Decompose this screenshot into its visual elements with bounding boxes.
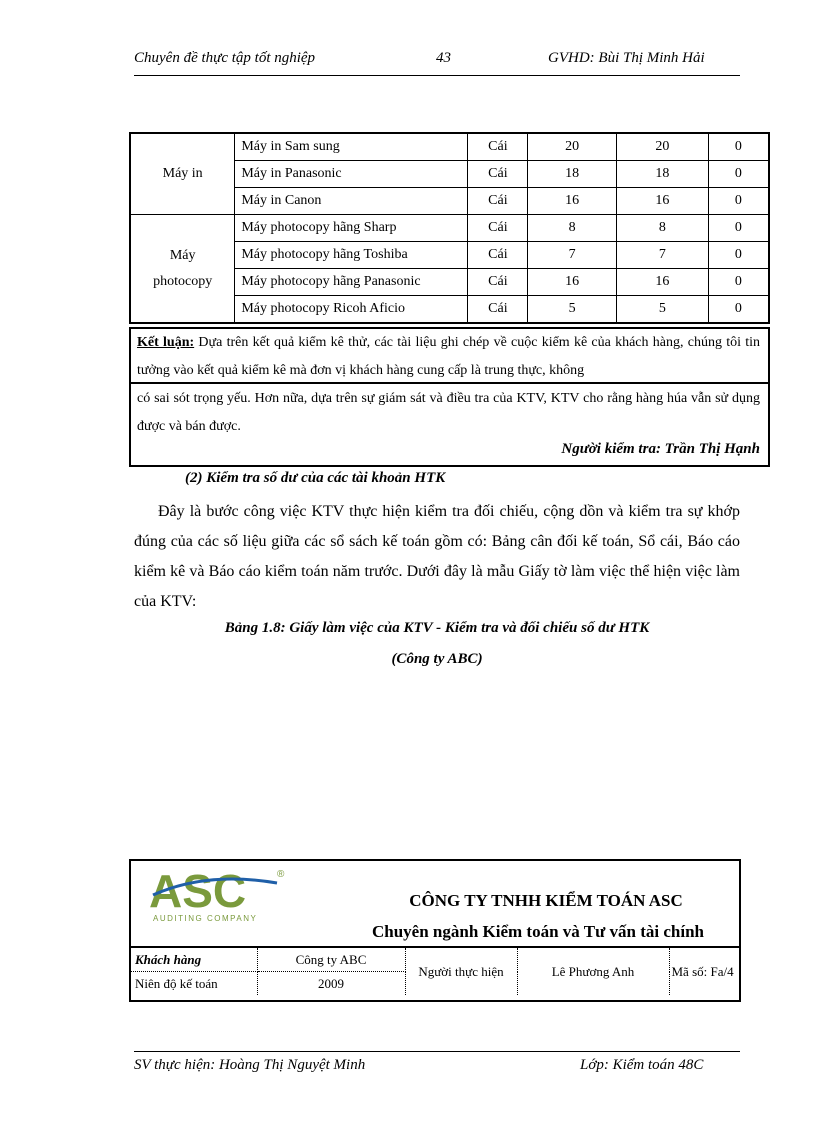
header-rule — [134, 75, 740, 76]
table-row — [130, 133, 769, 161]
difference: 0 — [708, 296, 769, 324]
unit: Cái — [468, 269, 528, 296]
company-name: CÔNG TY TNHH KIỂM TOÁN ASC — [409, 891, 683, 910]
period-label: Niên độ kế toán — [131, 972, 257, 996]
item-name: Máy photocopy hãng Panasonic — [235, 269, 468, 296]
group-cell-printer: Máy in — [130, 133, 235, 215]
book-qty: 5 — [528, 296, 617, 324]
group-cell-photocopy — [130, 215, 235, 324]
footer-student: SV thực hiện: Hoàng Thị Nguyệt Minh — [134, 1057, 366, 1073]
book-qty: 7 — [528, 242, 617, 269]
asc-logo — [147, 865, 297, 929]
section-paragraph: Đây là bước công việc KTV thực hiện kiểm tra đối chiếu, cộng dồn và kiểm tra sự khớp đúng của các số liệu giữa các sổ sách kế toán gồm có: Bảng cân đối kế toán, Sổ cái, Báo cáo kiểm kê và Báo cáo kiểm toán năm trước. Dưới đây là mẫu Giấy tờ làm việc thể hiện việc làm của KTV: — [134, 503, 740, 610]
period-value: 2009 — [257, 972, 405, 996]
count-qty: 18 — [617, 161, 709, 188]
logo-subtitle: AUDITING COMPANY — [153, 914, 258, 923]
table-row — [130, 215, 769, 242]
difference: 0 — [708, 215, 769, 242]
table-caption: Bảng 1.8: Giấy làm việc của KTV - Kiểm tra và đối chiếu số dư HTK — [224, 620, 650, 636]
book-qty: 16 — [528, 269, 617, 296]
header-advisor: GVHD: Bùi Thị Minh Hải — [548, 50, 705, 66]
footer-rule — [134, 1051, 740, 1052]
working-paper-info — [131, 948, 739, 995]
item-name: Máy photocopy hãng Toshiba — [235, 242, 468, 269]
section-title: (2) Kiểm tra số dư của các tài khoản HTK — [185, 470, 446, 486]
count-qty: 20 — [617, 133, 709, 161]
table-caption-company: (Công ty ABC) — [391, 651, 483, 667]
signer: Người kiểm tra: Trần Thị Hạnh — [561, 441, 760, 457]
item-name: Máy photocopy hãng Sharp — [235, 215, 468, 242]
page-header — [134, 50, 740, 70]
company-specialty: Chuyên ngành Kiểm toán và Tư vấn tài chính — [371, 922, 705, 941]
inventory-table — [129, 132, 770, 324]
conclusion-divider — [131, 382, 768, 384]
count-qty: 8 — [617, 215, 709, 242]
difference: 0 — [708, 188, 769, 215]
unit: Cái — [468, 161, 528, 188]
unit: Cái — [468, 133, 528, 161]
difference: 0 — [708, 133, 769, 161]
item-name: Máy in Panasonic — [235, 161, 468, 188]
client-value: Công ty ABC — [257, 948, 405, 972]
item-name: Máy photocopy Ricoh Aficio — [235, 296, 468, 324]
conclusion-text-2: có sai sót trọng yếu. Hơn nữa, dựa trên sự giám sát và điều tra của KTV, KTV cho rằng hàng húa vẫn sử dụng được và bán được. — [137, 391, 760, 434]
book-qty: 20 — [528, 133, 617, 161]
performer-value: Lê Phương Anh — [517, 948, 669, 995]
difference: 0 — [708, 242, 769, 269]
performer-label: Người thực hiện — [405, 948, 517, 995]
unit: Cái — [468, 242, 528, 269]
page-footer — [134, 1057, 740, 1077]
conclusion-label: Kết luận: — [137, 335, 195, 350]
logo-letters: ASC — [149, 865, 247, 917]
unit: Cái — [468, 215, 528, 242]
footer-class: Lớp: Kiểm toán 48C — [580, 1057, 704, 1073]
unit: Cái — [468, 296, 528, 324]
conclusion-text-1: Dựa trên kết quả kiểm kê thử, các tài liệu ghi chép về cuộc kiểm kê của khách hàng, chúng tôi tin tưởng vào kết quả kiểm kê mà đơn vị khách hàng cung cấp là trung thực, không — [137, 335, 761, 378]
document-code: Mã số: Fa/4 — [671, 963, 734, 979]
group-name-line1: Máy — [169, 247, 196, 263]
page-number: 43 — [436, 50, 451, 66]
difference: 0 — [708, 269, 769, 296]
unit: Cái — [468, 188, 528, 215]
count-qty: 16 — [617, 269, 709, 296]
count-qty: 7 — [617, 242, 709, 269]
item-name: Máy in Sam sung — [235, 133, 468, 161]
count-qty: 5 — [617, 296, 709, 324]
difference: 0 — [708, 161, 769, 188]
group-name-line2: photocopy — [153, 273, 213, 289]
count-qty: 16 — [617, 188, 709, 215]
item-name: Máy in Canon — [235, 188, 468, 215]
client-label: Khách hàng — [131, 948, 257, 972]
book-qty: 18 — [528, 161, 617, 188]
working-paper-header — [129, 859, 741, 1002]
header-title: Chuyên đề thực tập tốt nghiệp — [134, 50, 316, 66]
logo-registered-mark: ® — [277, 869, 285, 880]
book-qty: 8 — [528, 215, 617, 242]
conclusion-box — [129, 327, 770, 467]
book-qty: 16 — [528, 188, 617, 215]
conclusion-part1 — [137, 329, 760, 385]
